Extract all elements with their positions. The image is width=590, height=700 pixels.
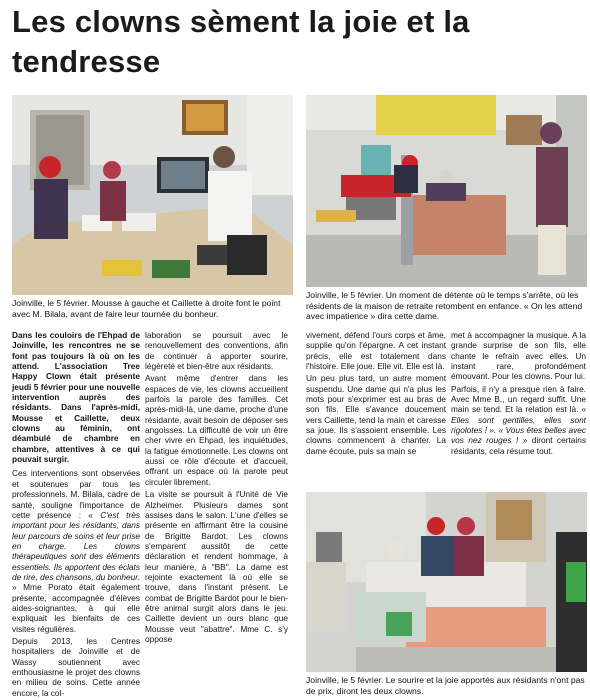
caption-photo-1: Joinville, le 5 février. Mousse à gauche et Caillette à droite font le point avec M. Bilala, avant de faire leur tournée du bonheur. (12, 298, 281, 319)
photo-office-meeting-image (12, 95, 293, 295)
photo-bedroom-scene (306, 95, 587, 287)
article-paragraph: vivement, défend l'ours corps et âme, supplie qu'on l'épargne. A cet instant précis, elle est totalement dans l'histoire. Elle joue. Elle vit. Elle est là. (306, 330, 446, 372)
article-paragraph: La visite se poursuit à l'Unité de Vie Alzheimer. Plusieurs dames sont assises dans le salon. L'une d'elles se présente en affirmant être la cousine de Brigitte Bardot. Les clowns s'emparent aussitôt de cette déclaration et rendent hommage, à leur manière, à "BB". La dame est rejointe exactement là où elle se trouve, dans l'instant présent. Le combat de Brigitte Bardot pour le bien-être animal surgit alors dans le jeu. Caillette devient un ours blanc que Mousse veut "abattre". Mme C. s'y oppose (145, 489, 288, 644)
article-paragraph: Avant même d'entrer dans les espaces de vie, les clowns accueillent parfois la parole des familles. Cet après-midi-là, une dame, proche d'une résidante, avait besoin de déposer ses angoisses. La difficulté de voir un être cher vivre en Ehpad, les inquiétudes, la fatigue émotionnelle. Les clowns ont aussi ce rôle d'écoute et d'accueil, offrant un espace où la parole peut circuler librement. (145, 373, 288, 487)
article-column-1 (12, 330, 140, 698)
headline: Les clowns sèment la joie et la tendresse (12, 4, 470, 79)
photo-bedroom-image (306, 95, 587, 287)
photo-office-meeting (12, 95, 293, 295)
article-quote: C'est très important pour les résidants, dans leur parcours de soins et leur prise en charge. Les clowns thérapeutiques sont des éléments essentiels. Ils apportent des éclats de rire, des chansons, du bonheur. (12, 509, 141, 582)
article-text: » diront certains résidants, cela résume tout. (451, 435, 586, 456)
caption-photo-2-text: Joinville, le 5 février. Un moment de détente où le temps s'arrête, où les résidents de la maison de retraite retombent en enfance. (306, 290, 579, 311)
article-paragraph (451, 384, 586, 456)
caption-photo-3: Joinville, le 5 février. Le sourire et la joie apportés aux résidants n'ont pas de prix, diront les deux clowns. (306, 675, 585, 696)
caption-photo-2-quote: « On les attend avec impatience » dira cette dame. (306, 300, 583, 322)
article-paragraph: laboration se poursuit avec le renouvellement des conventions, afin de continuer à apporter sourire, légèreté et bien-être aux résidants. (145, 330, 288, 372)
photo-bedside-image (306, 492, 587, 672)
article-quote: Elles sont gentilles, elles sont rigolotes ! ». « Vous êtes belles avec vos nez rouges ! (451, 414, 586, 446)
article-text: » Mme Porato était également présente, accompagnée d'élèves aides-soignantes, à qui elle expliquait les bienfaits de ces visites régulières. (12, 582, 140, 634)
article-paragraph: Un peu plus tard, un autre moment suspendu. Une dame qui n'a plus les mots pour s'exprimer est au bras de son fils. Elle s'avance doucement vers Caillette, tend la main et caresse sa joue. Ils s'assoient ensemble. Les clowns commencent à chanter. La dame écoute, puis sa main se (306, 373, 446, 456)
article-paragraph (12, 468, 140, 634)
article-column-3 (306, 330, 446, 456)
photo-bedside-clowns (306, 492, 587, 672)
article-column-2 (145, 330, 288, 644)
caption-photo-2 (306, 290, 587, 322)
article-lead: Dans les couloirs de l'Ehpad de Joinville, les rencontres ne se font pas toujours là où on les attend. L'association Tree Happy Clown était présente jeudi 5 février pour une nouvelle intervention auprès des résidants. Dans l'après-midi, Mousse et Caillette, deux clowns au féminin, ont déambulé de chambre en chambre, attentives à ce qui pouvait surgir. (12, 330, 140, 465)
article-text: Parfois, il n'y a presque rien à faire. Avec Mme B., un regard suffit. Une main se tend. Et la relation est là. « (451, 383, 586, 415)
article-paragraph: met à accompagner la musique. A la grande surprise de son fils, elle chante le refrain avec elles. Un instant rare, profondément émouvant. Pour les clowns. Pour lui. (451, 330, 586, 382)
article-text: Ces interventions sont observées et soutenues par tous les professionnels. M. Bilala, cadre de santé, souligne l'importance de cette présence : « (12, 468, 140, 520)
article-paragraph: Depuis 2013, les Centres hospitaliers de Joinville et de Wassy soutiennent avec enthousiasme le projet des clowns en milieu de soins. Cette année encore, la col- (12, 635, 140, 698)
article-column-4 (451, 330, 586, 456)
